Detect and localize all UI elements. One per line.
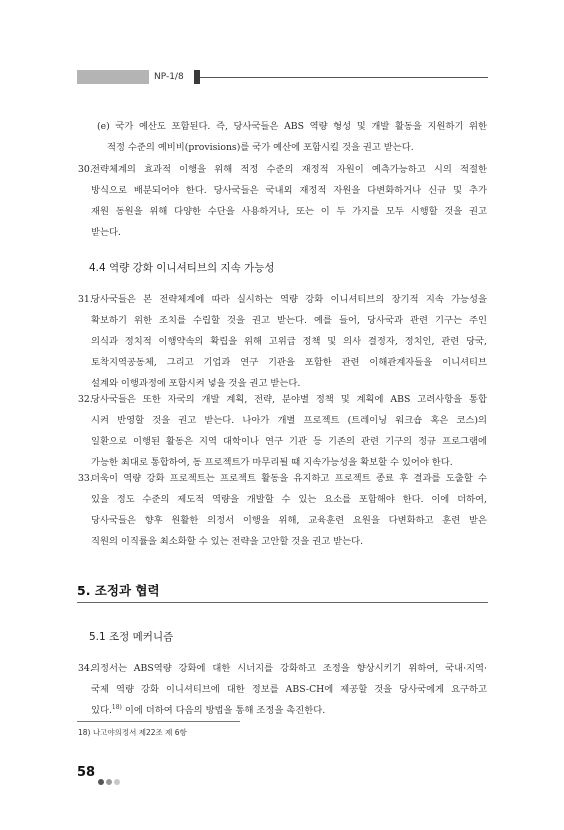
paragraph-line: 재원 동원을 위해 다양한 수단을 사용하거나, 또는 이 두 가지를 모두 시행할 것을 권고	[91, 206, 487, 217]
header-rule	[200, 77, 488, 78]
paragraph-32	[78, 389, 487, 473]
page-dot	[98, 779, 104, 785]
paragraph-number: 33.	[78, 473, 93, 484]
footnote-rule	[77, 721, 240, 722]
paragraph-line: 적정 수준의 예비비(provisions)를 국가 예산에 포함시킬 것을 권고 받는다.	[107, 142, 414, 153]
paragraph-line: 방식으로 배분되어야 한다. 당사국들은 국내외 재정적 자원을 다변화하거나 신규 및 추가	[91, 185, 487, 196]
paragraph-line: 당사국들은 또한 자국의 개발 계획, 전략, 분야별 정책 및 계획에 ABS 고려사항을 통합	[91, 394, 487, 405]
paragraph-30	[78, 159, 487, 243]
section-heading-5: 5. 조정과 협력	[77, 583, 160, 598]
section-heading-4-4: 4.4 역량 강화 이니셔티브의 지속 가능성	[89, 262, 275, 274]
paragraph-line-start: 있다.	[91, 705, 112, 716]
paragraph-line: 직원의 이직률을 최소화할 수 있는 전략을 고안할 것을 권고 받는다.	[91, 536, 364, 547]
footnote-reference[interactable]: 18)	[111, 703, 122, 711]
paragraph-number: 31.	[78, 294, 93, 305]
paragraph-line: 더욱이 역량 강화 프로젝트는 프로젝트 활동을 유지하고 프로젝트 종료 후 결과를 도출할 수	[91, 473, 487, 484]
paragraph-line: (e) 국가 예산도 포함된다. 즉, 당사국들은 ABS 역량 형성 및 개발 활동을 지원하기 위한	[97, 121, 487, 132]
paragraph-number: 34.	[78, 663, 93, 674]
paragraph-line: 일환으로 이행된 활동은 지역 대학이나 연구 기관 등 기존의 관련 기구의 정규 프로그램에	[91, 436, 487, 447]
paragraph-line: 국제 역량 강화 이니셔티브에 대한 정보를 ABS-CH에 제공할 것을 당사국에게 요구하고	[91, 684, 487, 695]
paragraph-e	[97, 116, 487, 158]
paragraph-line: 설계와 이행과정에 포함시켜 넣을 것을 권고 받는다.	[91, 378, 301, 389]
footnote-text: 18) 나고야의정서 제22조 제 6항	[78, 728, 187, 737]
paragraph-line: 가능한 최대로 통합하여, 동 프로젝트가 마무리될 때 지속가능성을 확보할 수 있어야 한다.	[91, 457, 453, 468]
paragraph-line: 당사국들은 향후 원활한 의정서 이행을 위해, 교육훈련 요원을 다변화하고 훈련 받은	[91, 515, 487, 526]
page-number: 58	[77, 765, 96, 780]
paragraph-33	[78, 468, 487, 552]
paragraph-line: 의정서는 ABS역량 강화에 대한 시너지를 강화하고 조정을 향상시키기 위하여, 국내·지역·	[91, 663, 487, 674]
header-gray-bar	[77, 70, 149, 84]
paragraph-line: 확보하기 위한 조치를 수립할 것을 권고 받는다. 예를 들어, 당사국과 관련 기구는 주인	[91, 315, 487, 326]
paragraph-line: 시켜 반영할 것을 권고 받는다. 나아가 개별 프로젝트 (트레이닝 워크숍 혹은 코스)의	[91, 415, 487, 426]
paragraph-34	[78, 658, 487, 721]
paragraph-31	[78, 289, 487, 394]
paragraph-line	[91, 700, 487, 721]
document-code: NP-1/8	[154, 72, 184, 82]
paragraph-line: 의식과 정치적 이행약속의 확립을 위해 고위급 정책 및 의사 결정자, 정치인, 관련 당국,	[91, 336, 487, 347]
section-heading-5-1: 5.1 조정 메커니즘	[89, 631, 174, 643]
page-dot	[114, 779, 120, 785]
paragraph-line: 있을 정도 수준의 제도적 역량을 개발할 수 있는 요소를 포함해야 한다. 이에 더하여,	[91, 494, 487, 505]
paragraph-number: 32.	[78, 394, 93, 405]
paragraph-line: 받는다.	[91, 227, 121, 238]
paragraph-line: 토착지역공동체, 그리고 기업과 연구 기관을 포함한 관련 이해관계자들을 이니셔티브	[91, 357, 487, 368]
section-heading-rule	[77, 602, 488, 603]
paragraph-number: 30.	[78, 164, 93, 175]
page-dots	[98, 770, 122, 789]
page-dot	[106, 779, 112, 785]
paragraph-line-end: 이에 더하여 다음의 방법을 통해 조정을 촉진한다.	[121, 705, 326, 716]
paragraph-line: 당사국들은 본 전략체계에 따라 실시하는 역량 강화 이니셔티브의 장기적 지속 가능성을	[91, 294, 487, 305]
paragraph-line: 전략체계의 효과적 이행을 위해 적정 수준의 재정적 자원이 예측가능하고 시의 적절한	[91, 164, 487, 175]
